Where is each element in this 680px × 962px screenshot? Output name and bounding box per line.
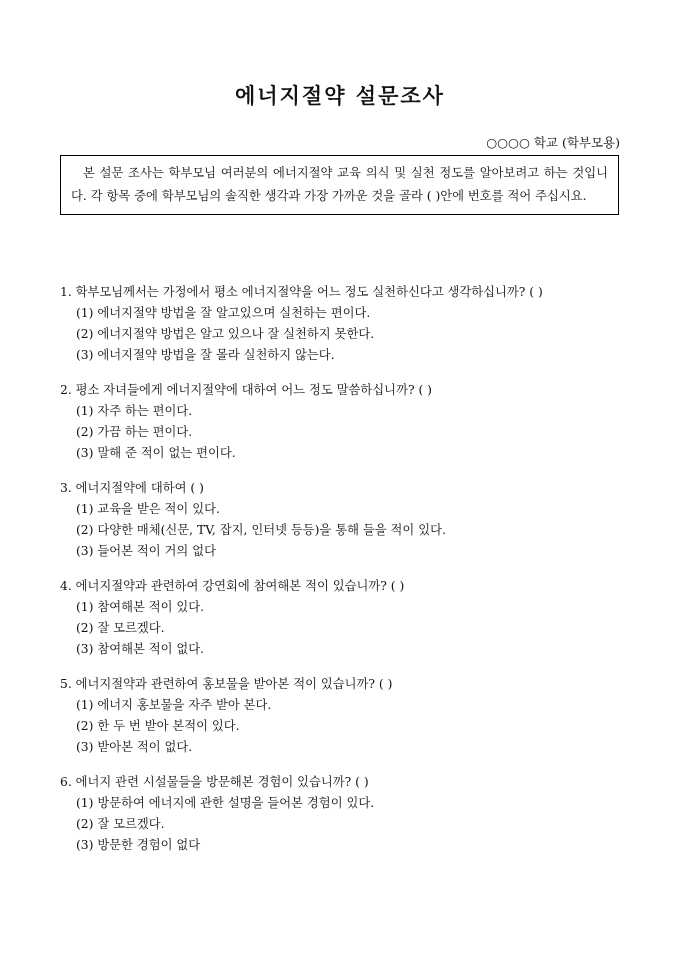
option: (1) 교육을 받은 적이 있다. xyxy=(76,502,220,516)
question-text: 4. 에너지절약과 관련하여 강연회에 참여해본 적이 있습니까? ( ) xyxy=(60,579,405,593)
page-title: 에너지절약 설문조사 xyxy=(235,83,445,108)
question-6 xyxy=(60,772,640,856)
question-4 xyxy=(60,576,640,660)
option: (3) 들어본 적이 거의 없다 xyxy=(76,544,216,558)
school-label: ○○○○ 학교 (학부모용) xyxy=(486,135,620,150)
option: (2) 다양한 매체(신문, TV, 잡지, 인터넷 등등)을 통해 들을 적이 있다. xyxy=(76,523,446,537)
question-text: 1. 학부모님께서는 가정에서 평소 에너지절약을 어느 정도 실천하신다고 생각하십니까? ( ) xyxy=(60,285,543,299)
question-text: 3. 에너지절약에 대하여 ( ) xyxy=(60,481,204,495)
option: (1) 자주 하는 편이다. xyxy=(76,404,193,418)
question-text: 5. 에너지절약과 관련하여 홍보물을 받아본 적이 있습니까? ( ) xyxy=(60,677,393,691)
option: (2) 잘 모르겠다. xyxy=(76,621,165,635)
question-5 xyxy=(60,674,640,758)
option: (3) 받아본 적이 없다. xyxy=(76,740,193,754)
option: (1) 에너지절약 방법을 잘 알고있으며 실천하는 편이다. xyxy=(76,306,371,320)
option: (3) 에너지절약 방법을 잘 몰라 실천하지 않는다. xyxy=(76,348,335,362)
option: (3) 참여해본 적이 없다. xyxy=(76,642,205,656)
option: (1) 참여해본 적이 있다. xyxy=(76,600,205,614)
question-list xyxy=(60,282,640,870)
question-text: 2. 평소 자녀들에게 에너지절약에 대하여 어느 정도 말씀하십니까? ( ) xyxy=(60,383,432,397)
option: (2) 한 두 번 받아 본적이 있다. xyxy=(76,719,240,733)
option: (1) 방문하여 에너지에 관한 설명을 들어본 경험이 있다. xyxy=(76,796,375,810)
option: (3) 방문한 경험이 없다 xyxy=(76,838,201,852)
option: (1) 에너지 홍보물을 자주 받아 본다. xyxy=(76,698,272,712)
question-text: 6. 에너지 관련 시설물들을 방문해본 경험이 있습니까? ( ) xyxy=(60,775,369,789)
intro-box xyxy=(60,155,619,215)
option: (2) 잘 모르겠다. xyxy=(76,817,165,831)
option: (2) 가끔 하는 편이다. xyxy=(76,425,193,439)
question-2 xyxy=(60,380,640,464)
option: (2) 에너지절약 방법은 알고 있으나 잘 실천하지 못한다. xyxy=(76,327,375,341)
intro-text: 본 설문 조사는 학부모님 여러분의 에너지절약 교육 의식 및 실천 정도를 알아보려고 하는 것입니다. 각 항목 중에 학부모님의 솔직한 생각과 가장 가까운 것을 골라 ( )안에 번호를 적어 주십시요. xyxy=(71,166,608,203)
option: (3) 말해 준 적이 없는 편이다. xyxy=(76,446,236,460)
question-3 xyxy=(60,478,640,562)
question-1 xyxy=(60,282,640,366)
